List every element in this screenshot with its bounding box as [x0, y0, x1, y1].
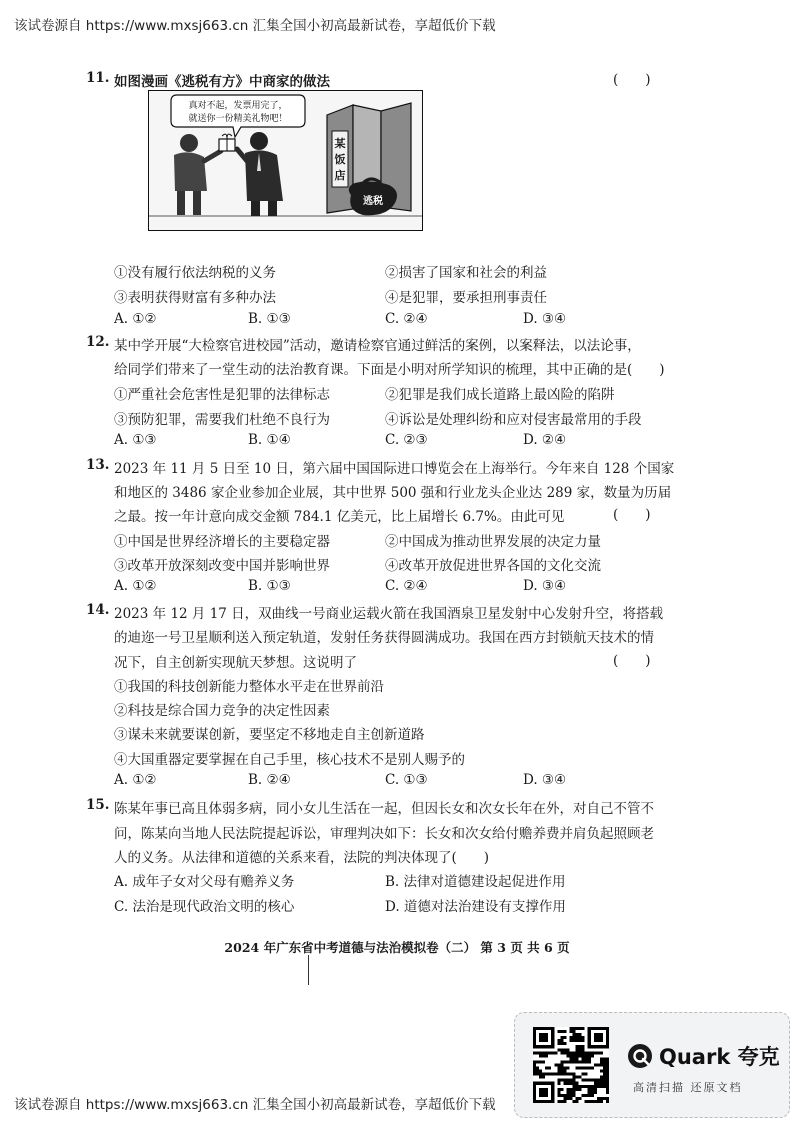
- source-banner-top: 该试卷源自 https://www.mxsj663.cn 汇集全国小初高最新试卷，享超低价下载: [14, 18, 496, 34]
- q15-option-b: B. 法律对道德建设起促进作用: [385, 874, 566, 890]
- q15-number: 15.: [86, 797, 110, 813]
- q13-statement-3: ③改革开放深刻改变中国并影响世界: [114, 558, 330, 574]
- q14-statement-1: ①我国的科技创新能力整体水平走在世界前沿: [114, 679, 384, 695]
- q13-statement-1: ①中国是世界经济增长的主要稳定器: [114, 534, 330, 550]
- speech-line-2: 就送你一份精美礼物吧！: [188, 114, 288, 124]
- sign-char-1: 某: [334, 137, 346, 150]
- q14-stem-line-2: 的迪迩一号卫星顺利送入预定轨道，发射任务获得圆满成功。我国在西方封锁航天技术的情: [114, 630, 654, 646]
- q11-stem: 如图漫画《逃税有方》中商家的做法: [114, 74, 330, 90]
- q13-stem-line-2: 和地区的 3486 家企业参加企业展，其中世界 500 强和行业龙头企业达 289 家，数量为历届: [114, 485, 672, 501]
- speech-line-1: 真对不起，发票用完了，: [188, 101, 288, 111]
- q14-statement-2: ②科技是综合国力竞争的决定性因素: [114, 703, 330, 719]
- sign-char-2: 饭: [334, 153, 346, 166]
- quark-q-icon: [627, 1043, 653, 1069]
- q13-stem-line-1: 2023 年 11 月 5 日至 10 日，第六届中国国际进口博览会在上海举行。今年来自 128 个国家: [114, 461, 675, 477]
- q15-stem-line-1: 陈某年事已高且体弱多病，同小女儿生活在一起，但因长女和次女长年在外，对自己不管不: [114, 801, 654, 817]
- q13-statement-4: ④改革开放促进世界各国的文化交流: [385, 558, 601, 574]
- q11-number: 11.: [86, 70, 110, 86]
- q15-option-c: C. 法治是现代政治文明的核心: [114, 899, 295, 915]
- q14-number: 14.: [86, 602, 110, 618]
- q12-statement-4: ④诉讼是处理纠纷和应对侵害最常用的手段: [385, 412, 642, 428]
- q15-option-d: D. 道德对法治建设有支撑作用: [385, 899, 566, 915]
- q11-option-d: D. ③④: [523, 311, 567, 327]
- q13-option-d: D. ③④: [523, 578, 567, 594]
- q12-number: 12.: [86, 334, 110, 350]
- q11-statement-1: ①没有履行依法纳税的义务: [114, 265, 276, 281]
- q12-option-a: A. ①③: [114, 432, 157, 448]
- q15-stem-line-3: 人的义务。从法律和道德的关系来看，法院的判决体现了( ): [114, 850, 490, 866]
- q15-option-a: A. 成年子女对父母有赡养义务: [114, 874, 295, 890]
- q13-answer-paren: ( ): [613, 507, 651, 523]
- q13-stem-line-3: 之最。按一年计意向成交金额 784.1 亿美元，比上届增长 6.7%。由此可见: [114, 509, 565, 525]
- quark-subtitle: 高清扫描 还原文档: [633, 1081, 743, 1094]
- q12-stem-line-2: 给同学们带来了一堂生动的法治教育课。下面是小明对所学知识的梳理，其中正确的是( ): [114, 362, 665, 378]
- q13-option-b: B. ①③: [248, 578, 291, 594]
- q14-option-d: D. ③④: [523, 772, 567, 788]
- q13-option-a: A. ①②: [114, 578, 157, 594]
- source-banner-bottom: 该试卷源自 https://www.mxsj663.cn 汇集全国小初高最新试卷，享超低价下载: [14, 1097, 496, 1113]
- q11-statement-3: ③表明获得财富有多种办法: [114, 290, 276, 306]
- q14-option-a: A. ①②: [114, 772, 157, 788]
- bag-label: 逃税: [363, 196, 383, 207]
- q11-statement-2: ②损害了国家和社会的利益: [385, 265, 547, 281]
- q11-option-c: C. ②④: [385, 311, 428, 327]
- q14-answer-paren: ( ): [613, 653, 651, 669]
- q14-option-c: C. ①③: [385, 772, 428, 788]
- q13-option-c: C. ②④: [385, 578, 428, 594]
- q12-statement-1: ①严重社会危害性是犯罪的法律标志: [114, 387, 330, 403]
- q12-option-b: B. ①④: [248, 432, 291, 448]
- tax-evasion-cartoon: [148, 90, 423, 231]
- quark-scan-badge[interactable]: [514, 1012, 790, 1118]
- quark-brand-text: Quark 夸克: [659, 1045, 780, 1069]
- q12-statement-2: ②犯罪是我们成长道路上最凶险的陷阱: [385, 387, 615, 403]
- quark-logo[interactable]: [627, 1041, 780, 1071]
- q12-statement-3: ③预防犯罪，需要我们杜绝不良行为: [114, 412, 330, 428]
- q12-option-d: D. ②④: [523, 432, 567, 448]
- sign-char-3: 店: [334, 169, 346, 182]
- q12-stem-line-1: 某中学开展“大检察官进校园”活动，邀请检察官通过鲜活的案例，以案释法，以法论事，: [114, 338, 641, 354]
- q14-stem-line-3: 况下，自主创新实现航天梦想。这说明了: [114, 655, 357, 671]
- q14-option-b: B. ②④: [248, 772, 291, 788]
- q13-number: 13.: [86, 457, 110, 473]
- q13-statement-2: ②中国成为推动世界发展的决定力量: [385, 534, 601, 550]
- q14-stem-line-1: 2023 年 12 月 17 日，双曲线一号商业运载火箭在我国酒泉卫星发射中心发射升空，将搭载: [114, 606, 664, 622]
- q14-statement-4: ④大国重器定要掌握在自己手里，核心技术不是别人赐予的: [114, 752, 465, 768]
- q11-answer-paren: ( ): [613, 72, 651, 88]
- q11-statement-4: ④是犯罪，要承担刑事责任: [385, 290, 547, 306]
- q15-stem-line-2: 问，陈某向当地人民法院提起诉讼，审理判决如下：长女和次女给付赡养费并肩负起照顾老: [114, 826, 654, 842]
- page-footer: 2024 年广东省中考道德与法治模拟卷（二） 第 3 页 共 6 页: [224, 940, 570, 955]
- qr-code-icon[interactable]: [533, 1027, 609, 1103]
- q11-option-a: A. ①②: [114, 311, 157, 327]
- q11-option-b: B. ①③: [248, 311, 291, 327]
- scan-mark: [308, 955, 309, 985]
- q12-option-c: C. ②③: [385, 432, 428, 448]
- q14-statement-3: ③谋未来就要谋创新，要坚定不移地走自主创新道路: [114, 727, 425, 743]
